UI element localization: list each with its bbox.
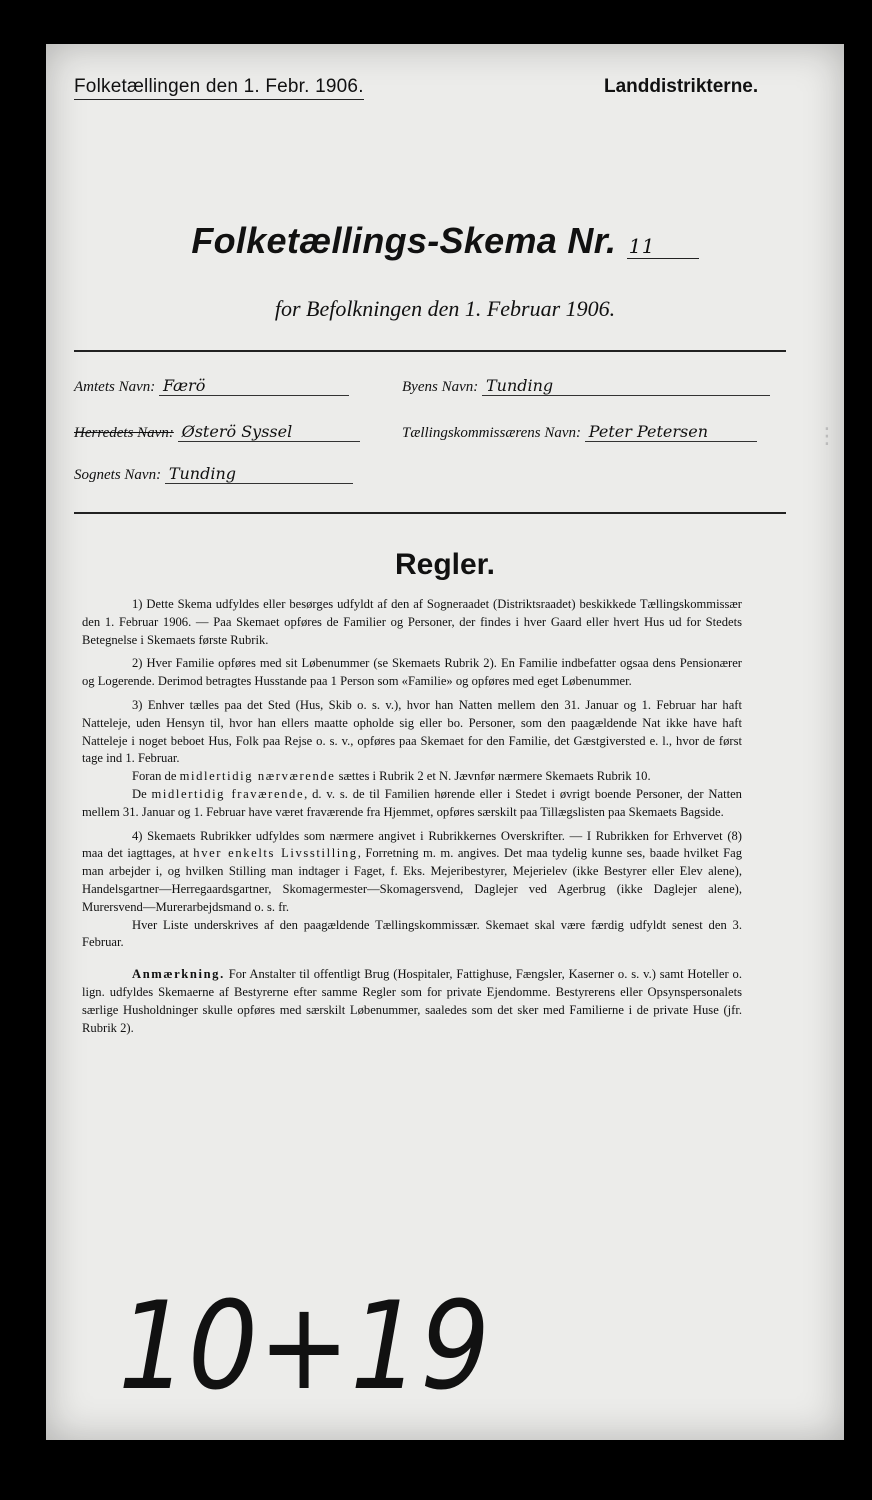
field-sogn: [74, 464, 353, 484]
field-amt: [74, 376, 349, 396]
rule-paragraph-5-pre: De: [132, 786, 152, 801]
field-herred-value: Østerö Syssel: [178, 422, 360, 442]
handwritten-number-text: 10+19: [118, 1277, 491, 1418]
header-census-date: Folketællingen den 1. Febr. 1906.: [74, 76, 364, 100]
rule-paragraph-6: [82, 828, 742, 917]
rules-heading: Regler.: [394, 548, 496, 581]
field-kommissaer-value: Peter Petersen: [585, 422, 757, 442]
form-title: [46, 220, 844, 262]
field-sogn-label: Sognets Navn:: [74, 467, 162, 483]
rule-paragraph-4-post: sættes i Rubrik 2 et N. Jævnfør nærmere Skemaets Rubrik 10.: [335, 769, 651, 784]
note-label: Anmærkning.: [132, 967, 225, 982]
form-subtitle: for Befolkningen den 1. Februar 1906.: [274, 296, 616, 321]
field-by-label: Byens Navn:: [402, 379, 479, 395]
rule-paragraph-6-post: , Forretning m. m. angives. Det maa tydelig kunne ses, baade hvilket Fag man arbejder i, og hvilken Stilling man indtager i Faget, f. Eks. Mejeribestyrer, Mejerielev (ikke Bestyrer eller Elev alene), Handelsgartner—Herregaardsgartner, Skomagermester—Skomagersvend, Daglejer ved Agerbrug (ikke Daglejer alene), Murersvend—Murerarbejdsmand o. s. fr.: [82, 846, 743, 914]
rule-paragraph-4-pre: Foran de: [132, 769, 180, 784]
field-herred-label: Herredets Navn:: [74, 425, 174, 441]
rule-paragraph-4: [82, 768, 742, 786]
rule-paragraph-5: [82, 786, 742, 822]
field-kommissaer-label: Tællingskommissærens Navn:: [402, 425, 582, 441]
rule-paragraph-note: [82, 966, 742, 1037]
field-herred: [74, 422, 360, 442]
form-title-text: Folketællings-Skema Nr.: [191, 220, 617, 261]
field-amt-label: Amtets Navn:: [74, 379, 156, 395]
rule-paragraph-7: Hver Liste underskrives af den paagældende Tællingskommissær. Skemaet skal være færdig udfyldt senest den 3. Februar.: [82, 917, 742, 950]
handwritten-archive-number: [114, 1256, 491, 1418]
field-by: [402, 376, 770, 396]
rule-paragraph-6-emphasis: hver enkelts Livsstilling: [193, 846, 358, 861]
divider-bottom: [74, 512, 786, 514]
rule-paragraph-1: 1) Dette Skema udfyldes eller besørges udfyldt af den af Sogneraadet (Distriktsraadet) beskikkede Tællingskommissær den 1. Februar 1906. — Paa Skemaet opføres de Familier og Personer, der findes i hver Gaard eller hvert Hus ud for Stedets Betegnelse i Skemaets første Rubrik.: [82, 597, 742, 647]
form-number: 11: [627, 234, 699, 259]
divider-top: [74, 350, 786, 352]
field-sogn-value: Tunding: [165, 464, 353, 484]
rule-paragraph-4-emphasis: midlertidig nærværende: [179, 769, 336, 784]
rule-paragraph-5-post: , d. v. s. de til Familien hørende eller i Stedet i øvrigt boende Personer, der Natten mellem 31. Januar og 1. Februar have været fraværende fra Hjemmet, opføres særskilt paa Tillægslisten paa Skemaets Bagside.: [82, 786, 742, 819]
census-form-page: [46, 44, 844, 1440]
rule-paragraph-2: 2) Hver Familie opføres med sit Løbenummer (se Skemaets Rubrik 2). En Familie indbefatter ogsaa dens Pensionærer og Logerende. Derimod betragtes Husstande paa 1 Person som «Familie» og opføres med eget Løbenummer.: [82, 656, 742, 689]
rule-paragraph-6-pre: 4) Skemaets Rubrikker udfyldes som nærmere angivet i Rubrikkernes Overskrifter. — I Rubrikken for Erhvervet (8) maa det iagttages, at: [82, 828, 742, 861]
header-district-type: Landdistrikterne.: [604, 76, 759, 97]
rule-paragraph-3: 3) Enhver tælles paa det Sted (Hus, Skib o. s. v.), hvor han Natten mellem den 31. Januar og 1. Februar har haft Natteleje, uden Hensyn til, hvor han ellers maatte opholde sig eller bo. Personer, som den paagældende Nat ikke have haft Natteleje i noget beboet Hus, Folk paa Rejse o. s. v., opføres paa Skemaet for den Familie, det Gæstgiversted e. l., hvor de først tage ind 1. Februar.: [82, 697, 742, 766]
field-by-value: Tunding: [482, 376, 770, 396]
field-kommissaer: [402, 422, 757, 442]
field-amt-value: Færö: [159, 376, 349, 396]
note-text: For Anstalter til offentligt Brug (Hospitaler, Fattighuse, Fængsler, Kaserner o. s. v.) samt Hoteller o. lign. udfyldes Skemaerne af Bestyrerne efter samme Regler som for private Ejendomme. Bestyrerens eller Opsynspersonalets særlige Husholdninger skulle opføres med særskilt Løbenummer, saaledes som det sker med Familierne i de private Huse (jfr. Rubrik 2).: [82, 967, 742, 1035]
rule-paragraph-5-emphasis: midlertidig fraværende: [151, 786, 305, 801]
rules-body: [82, 596, 742, 1043]
bleed-through-mark: ⋮: [816, 424, 838, 449]
